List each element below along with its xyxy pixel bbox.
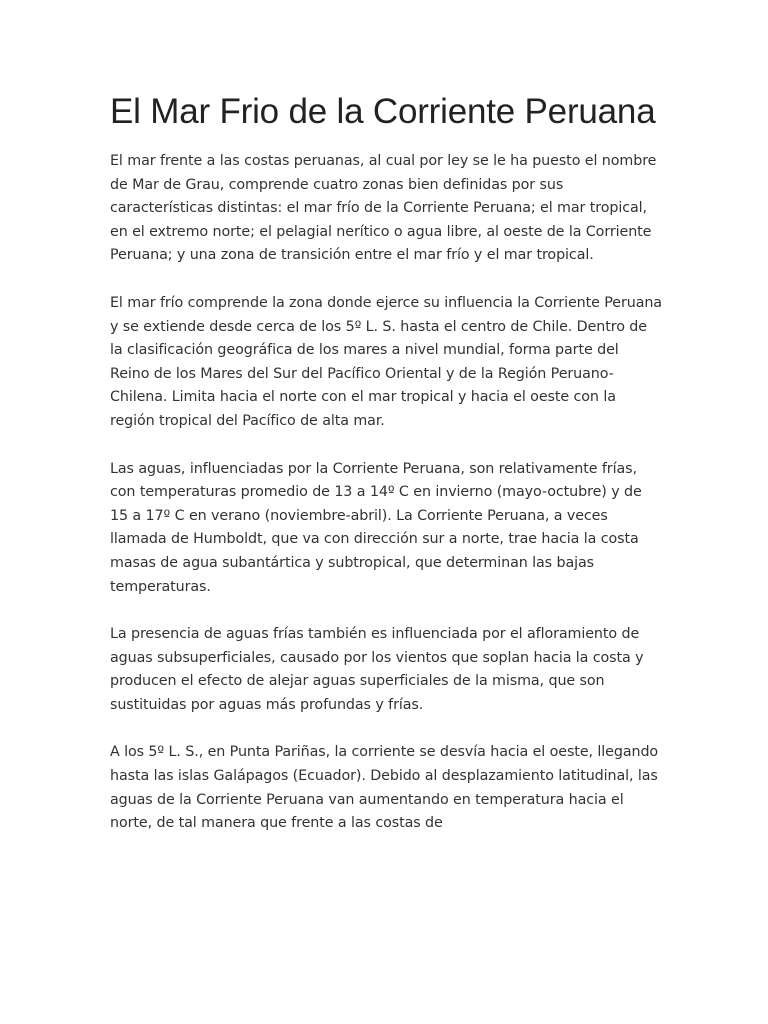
paragraph-1: El mar frente a las costas peruanas, al cual por ley se le ha puesto el nombre de Mar de Grau, comprende cuatro zonas bien definidas por sus características distintas: el mar frío de la Corriente Peruana; el mar tropical, en el extremo norte; el pelagial nerítico o agua libre, al oeste de la Corriente Peruana; y una zona de transición entre el mar frío y el mar tropical.	[110, 153, 657, 264]
page-title: El Mar Frio de la Corriente Peruana	[110, 92, 656, 131]
paragraph-4: La presencia de aguas frías también es influenciada por el afloramiento de aguas subsuperficiales, causado por los vientos que soplan hacia la costa y producen el efecto de alejar aguas superficiales de la misma, que son sustituidas por aguas más profundas y frías.	[110, 626, 644, 713]
document-page	[110, 88, 662, 860]
paragraph-3: Las aguas, influenciadas por la Corriente Peruana, son relativamente frías, con temperaturas promedio de 13 a 14º C en invierno (mayo-octubre) y de 15 a 17º C en verano (noviembre-abril). La Corriente Peruana, a veces llamada de Humboldt, que va con dirección sur a norte, trae hacia la costa masas de agua subantártica y subtropical, que determinan las bajas temperaturas.	[110, 460, 642, 595]
paragraph-5: A los 5º L. S., en Punta Pariñas, la corriente se desvía hacia el oeste, llegando hasta las islas Galápagos (Ecuador). Debido al desplazamiento latitudinal, las aguas de la Corriente Peruana van aumentando en temperatura hacia el norte, de tal manera que frente a las costas de	[110, 744, 659, 832]
paragraph-2: El mar frío comprende la zona donde ejerce su influencia la Corriente Peruana y se extiende desde cerca de los 5º L. S. hasta el centro de Chile. Dentro de la clasificación geográfica de los mares a nivel mundial, forma parte del Reino de los Mares del Sur del Pacífico Oriental y de la Región Peruano-Chilena. Limita hacia el norte con el mar tropical y hacia el oeste con la región tropical del Pacífico de alta mar.	[110, 294, 662, 429]
